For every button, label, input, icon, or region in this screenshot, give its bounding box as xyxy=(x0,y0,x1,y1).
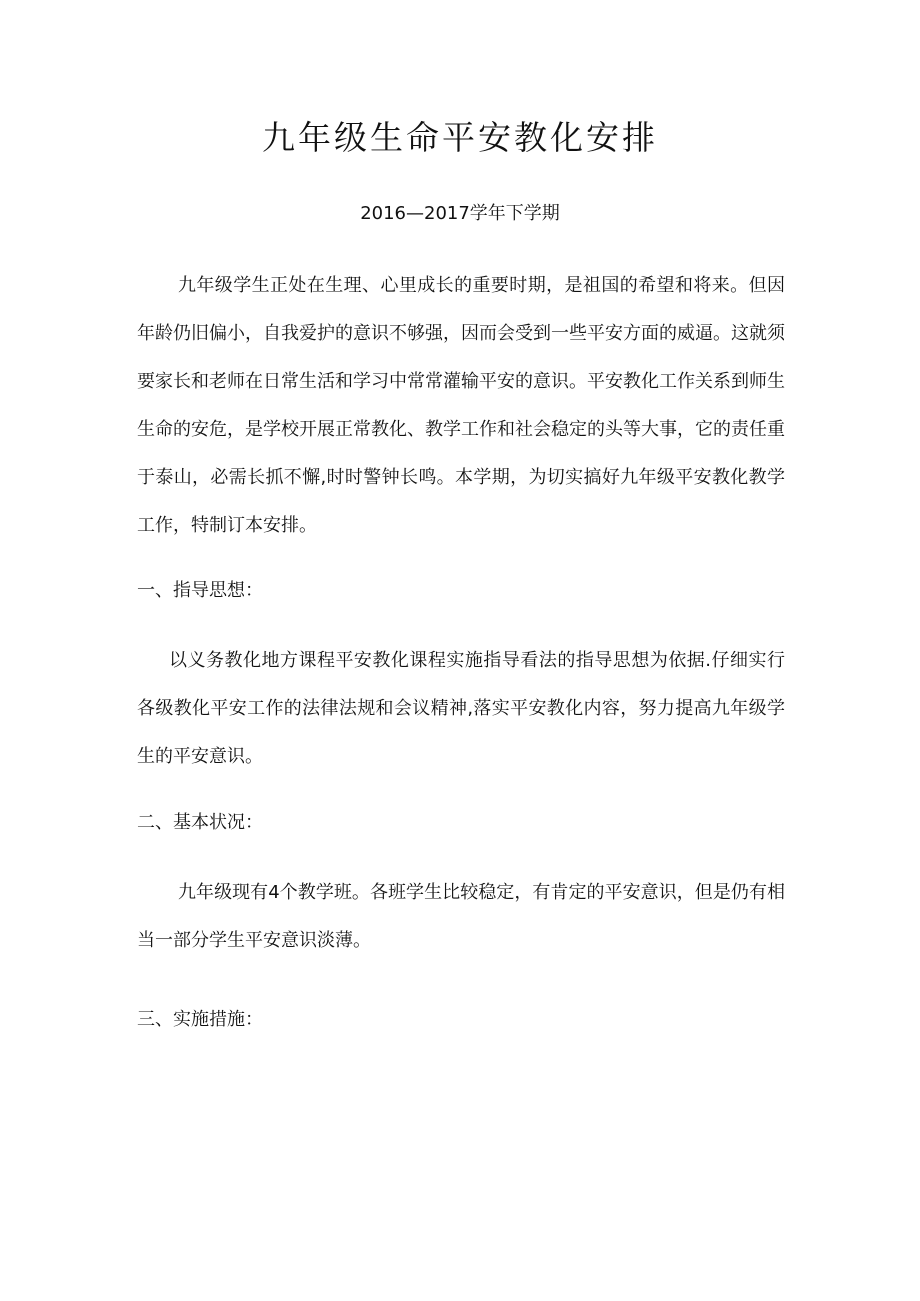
section-heading-basic-situation: 二、基本状况： xyxy=(137,812,263,833)
intro-paragraph: 九年级学生正处在生理、心里成长的重要时期，是祖国的希望和将来。但因年龄仍旧偏小，自我爱护的意识不够强，因而会受到一些平安方面的威逼。这就须要家长和老师在日常生活和学习中常常灌输平安的意识。平安教化工作关系到师生生命的安危，是学校开展正常教化、教学工作和社会稳定的头等大事，它的责任重于泰山，必需长抓不懈,时时警钟长鸣。本学期，为切实搞好九年级平安教化教学工作，特制订本安排。 xyxy=(137,275,785,536)
document-subtitle: 2016—2017学年下学期 xyxy=(360,203,560,224)
section-body-basic-situation: 九年级现有4个教学班。各班学生比较稳定，有肯定的平安意识，但是仍有相当一部分学生平安意识淡薄。 xyxy=(137,882,785,951)
section-heading-implementation-measures: 三、实施措施： xyxy=(137,1009,263,1030)
section-heading-guiding-thought: 一、指导思想： xyxy=(137,580,263,601)
document-title: 九年级生命平安教化安排 xyxy=(262,118,658,157)
section-body-guiding-thought: 以义务教化地方课程平安教化课程实施指导看法的指导思想为依据.仔细实行各级教化平安工作的法律法规和会议精神,落实平安教化内容，努力提高九年级学生的平安意识。 xyxy=(137,650,785,767)
